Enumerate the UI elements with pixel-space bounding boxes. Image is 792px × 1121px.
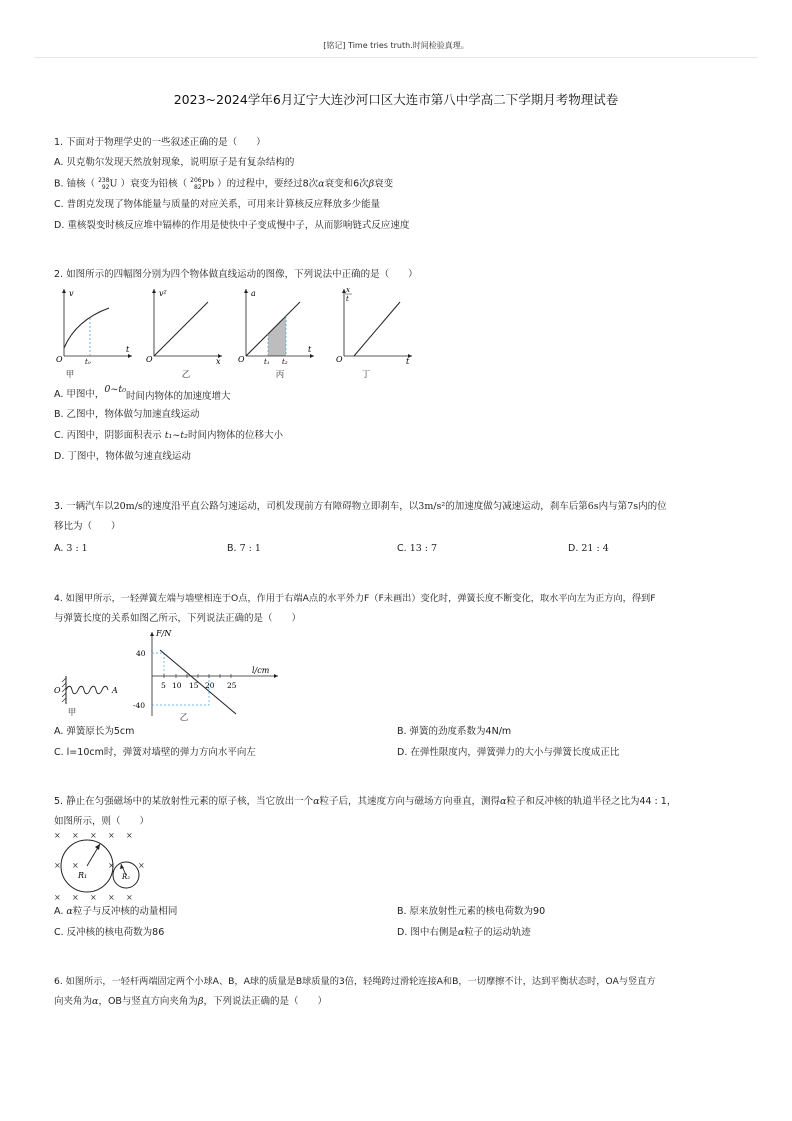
q5-option-a: A. α粒子与反冲核的动量相同 — [54, 906, 178, 917]
q2-caption-jia: 甲 — [65, 370, 75, 380]
q4-spring-figure — [54, 670, 130, 710]
magnetic-field-cross: × — [72, 831, 79, 840]
q4-option-d: D. 在弹性限度内，弹簧弹力的大小与弹簧长度成正比 — [397, 747, 620, 758]
q2-graph-ding-xlabel: t — [406, 357, 410, 364]
q2-graph-bing — [236, 284, 318, 364]
magnetic-field-cross: × — [54, 861, 61, 870]
q5-option-c: C. 反冲核的核电荷数为86 — [54, 927, 165, 938]
q2-graph-bing-xlabel: t — [308, 345, 312, 354]
q3-stem: 3. 一辆汽车以20m/s的速度沿平直公路匀速运动，司机发现前方有障碍物立即刹车，以3m/s²的加速度做匀减速运动，刹车后第6s内与第7s内的位 — [54, 501, 667, 512]
q4-x-tick-15: 15 — [189, 681, 199, 690]
q2-option-d: D. 丁图中，物体做匀速直线运动 — [54, 451, 191, 462]
q3-option-a: A. 3 : 1 — [54, 543, 88, 554]
q4-o-label: O — [54, 686, 61, 695]
magnetic-field-cross: × — [54, 893, 61, 902]
q4-stem-line2: 与弹簧长度的关系如图乙所示，下列说法正确的是（ ） — [54, 613, 302, 624]
q4-option-a: A. 弹簧原长为5cm — [54, 726, 135, 737]
q5-r2-label: R₂ — [122, 873, 131, 881]
q1-stem: 1. 下面对于物理学史的一些叙述正确的是（ ） — [54, 137, 266, 148]
page-title: 2023~2024学年6月辽宁大连沙河口区大连市第八中学高二下学期月考物理试卷 — [173, 92, 619, 107]
q1-option-b: B. 铀核（ 238 92U ）衰变为铅核（ 206 82Pb ）的过程中，要经过8次α衰变和6次β衰变 — [54, 177, 394, 191]
q2-graph-bing-tick1: t₁ — [264, 358, 270, 364]
q5-stem: 5. 静止在匀强磁场中的某放射性元素的原子核，当它放出一个α粒子后，其速度方向与磁场方向垂直，测得α粒子和反冲核的轨道半径之比为44 : 1， — [54, 796, 677, 807]
q4-option-c: C. l=10cm时，弹簧对墙壁的弹力方向水平向左 — [54, 747, 256, 758]
q4-y-tick-bottom: -40 — [133, 701, 146, 710]
q5-r1-label: R₁ — [78, 871, 88, 880]
q5-magnetic-field-figure — [52, 828, 146, 904]
q4-stem-line1: 4. 如图甲所示，一轻弹簧左端与墙壁相连于O点，作用于右端A点的水平外力F（F未画出）变化时，弹簧长度不断变化，取水平向左为正方向，得到F — [54, 593, 656, 604]
q2-graph-bing-origin: O — [238, 355, 245, 364]
q2-graph-jia — [54, 284, 136, 364]
q2-graph-yi-ylabel: v² — [159, 289, 167, 298]
q2-caption-bing: 丙 — [275, 370, 285, 380]
magnetic-field-cross: × — [108, 893, 115, 902]
q2-graph-ding — [334, 284, 416, 364]
magnetic-field-cross: × — [126, 831, 133, 840]
magnetic-field-cross: × — [138, 861, 145, 870]
magnetic-field-cross: × — [90, 893, 97, 902]
q2-caption-ding: 丁 — [361, 370, 371, 380]
q2-caption-yi: 乙 — [181, 370, 191, 380]
q2-graph-bing-tick2: t₂ — [282, 358, 288, 364]
q1-u-scripts: 238 92 — [98, 177, 110, 191]
q4-caption-yi: 乙 — [179, 713, 189, 723]
magnetic-field-cross: × — [72, 861, 79, 870]
q2-graph-yi — [144, 284, 226, 364]
header-note: [铭记] Time tries truth.时间检验真理。 — [323, 41, 469, 50]
q4-x-tick-25: 25 — [227, 681, 237, 690]
q2-graph-ding-ylabel-top: x — [346, 286, 350, 294]
q5-option-b: B. 原来放射性元素的核电荷数为90 — [397, 906, 546, 917]
q4-f-axis-label: F/N — [156, 629, 172, 638]
q1-option-c: C. 普朗克发现了物体能量与质量的对应关系，可用来计算核反应释放多少能量 — [54, 199, 381, 210]
q2-graph-bing-ylabel: a — [251, 289, 256, 298]
q2-option-c: C. 丙图中，阴影面积表示 t₁~t₂时间内物体的位移大小 — [54, 430, 283, 441]
q3-option-d: D. 21 : 4 — [568, 543, 609, 554]
magnetic-field-cross: × — [54, 831, 61, 840]
magnetic-field-cross: × — [108, 861, 115, 870]
q1-pb-scripts: 206 82 — [190, 177, 202, 191]
magnetic-field-cross: × — [72, 893, 79, 902]
q5-option-d: D. 图中右侧是α粒子的运动轨迹 — [397, 927, 531, 938]
q2-option-b: B. 乙图中，物体做匀加速直线运动 — [54, 409, 200, 420]
q4-x-tick-20: 20 — [205, 681, 215, 690]
q3-option-c: C. 13 : 7 — [397, 543, 438, 554]
magnetic-field-cross: × — [126, 893, 133, 902]
q4-force-graph — [130, 626, 290, 722]
q1-option-a: A. 贝克勒尔发现天然放射现象，说明原子是有复杂结构的 — [54, 157, 295, 168]
q5-stem-line2: 如图所示，则（ ） — [54, 816, 150, 827]
q6-stem-line2: 向夹角为α，OB与竖直方向夹角为β，下列说法正确的是（ ） — [54, 996, 327, 1007]
q4-a-label: A — [112, 686, 118, 695]
q4-l-axis-label: l/cm — [252, 666, 270, 675]
q3-stem-line2: 移比为（ ） — [54, 521, 121, 532]
q2-option-a: A. 甲图中，0~t₀时间内物体的加速度增大 — [54, 384, 231, 402]
header-divider — [34, 57, 758, 58]
magnetic-field-cross: × — [90, 831, 97, 840]
q4-x-tick-10: 10 — [172, 681, 182, 690]
q2-graph-jia-origin: O — [56, 355, 63, 364]
q2-graph-ding-origin: O — [336, 355, 343, 364]
q2-graph-ding-ylabel-bottom: t — [346, 295, 349, 303]
q2-graph-yi-xlabel: x — [216, 357, 221, 364]
q2-stem: 2. 如图所示的四幅图分别为四个物体做直线运动的图像，下列说法中正确的是（ ） — [54, 269, 418, 280]
q2-graph-yi-origin: O — [146, 355, 153, 364]
q1-option-d: D. 重核裂变时核反应堆中镉棒的作用是使快中子变成慢中子，从而影响链式反应速度 — [54, 220, 410, 231]
magnetic-field-cross: × — [108, 831, 115, 840]
q2-graph-jia-tick: t₀ — [85, 358, 91, 364]
q4-caption-jia: 甲 — [67, 708, 77, 718]
q2-graph-jia-ylabel: v — [69, 289, 74, 298]
q4-x-tick-5: 5 — [161, 681, 166, 690]
q2-graph-jia-xlabel: t — [126, 345, 130, 354]
q4-option-b: B. 弹簧的劲度系数为4N/m — [397, 726, 512, 737]
q4-y-tick-top: 40 — [136, 649, 146, 658]
q3-option-b: B. 7 : 1 — [227, 543, 261, 554]
q6-stem-line1: 6. 如图所示，一轻杆两端固定两个小球A、B，A球的质量是B球质量的3倍，轻绳跨过滑轮连接A和B，一切摩擦不计，达到平衡状态时，OA与竖直方 — [54, 976, 656, 987]
